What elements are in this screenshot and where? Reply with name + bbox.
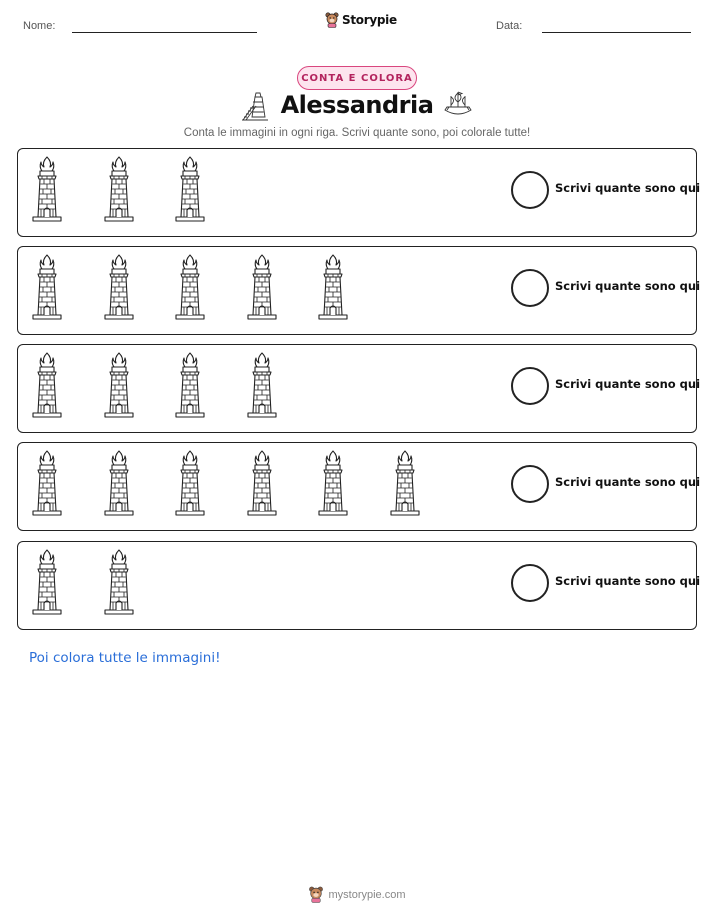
instructions: Conta le immagini in ogni riga. Scrivi quante sono, poi colorale tutte! (183, 127, 531, 139)
lighthouse-icon (102, 155, 136, 223)
lighthouse-icon (316, 449, 350, 517)
answer-circle[interactable] (511, 564, 549, 602)
lighthouse-icon (388, 449, 422, 517)
lighthouse-icon (30, 253, 64, 321)
answer-label: Scrivi quante sono qui (555, 181, 701, 195)
bear-mascot-icon (325, 12, 339, 28)
answer-label: Scrivi quante sono qui (555, 377, 701, 391)
lighthouse-icon (173, 155, 207, 223)
count-row (17, 344, 701, 433)
answer-circle[interactable] (511, 367, 549, 405)
date-label: Data: (496, 20, 523, 32)
lighthouse-icon (30, 548, 64, 616)
name-label: Nome: (23, 20, 56, 32)
brand-name: Storypie (342, 13, 397, 27)
answer-label: Scrivi quante sono qui (555, 574, 701, 588)
footer-url[interactable]: mystorypie.com (328, 888, 406, 901)
answer-circle[interactable] (511, 465, 549, 503)
count-row (17, 541, 701, 630)
lighthouse-icon (173, 351, 207, 419)
worksheet-header (0, 0, 714, 50)
brand-logo (325, 12, 397, 28)
answer-label: Scrivi quante sono qui (555, 475, 701, 489)
lighthouse-icon (245, 351, 279, 419)
footer-instruction: Poi colora tutte le immagini! (29, 650, 221, 666)
lighthouse-icon (245, 253, 279, 321)
bear-mascot-icon (308, 886, 324, 903)
answer-circle[interactable] (511, 171, 549, 209)
lighthouse-icon (173, 449, 207, 517)
lighthouse-icon (245, 449, 279, 517)
page-title: Alessandria (280, 91, 434, 119)
lighthouse-icon (102, 253, 136, 321)
lighthouse-icon (316, 253, 350, 321)
answer-label: Scrivi quante sono qui (555, 279, 701, 293)
count-row (17, 246, 701, 335)
footer (0, 886, 714, 903)
lighthouse-icon (102, 351, 136, 419)
ship-icon (442, 90, 474, 120)
lighthouse-icon (173, 253, 207, 321)
count-row (17, 442, 701, 531)
answer-circle[interactable] (511, 269, 549, 307)
lighthouse-icon (30, 155, 64, 223)
lighthouse-icon (30, 351, 64, 419)
activity-badge: CONTA E COLORA (297, 66, 417, 90)
count-row (17, 148, 701, 237)
name-line[interactable] (72, 32, 257, 33)
lighthouse-icon (102, 449, 136, 517)
title-row (0, 88, 714, 128)
lighthouse-icon (102, 548, 136, 616)
date-line[interactable] (542, 32, 691, 33)
lighthouse-icon (30, 449, 64, 517)
